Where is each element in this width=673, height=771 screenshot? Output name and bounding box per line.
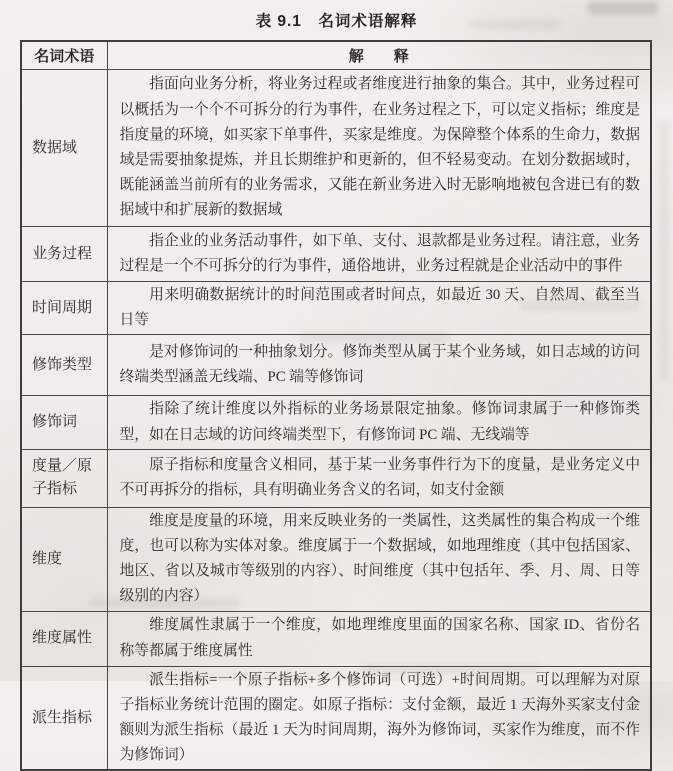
explanation-cell: 维度属性隶属于一个维度，如地理维度里面的国家名称、国家 ID、省份名称等都属于维度属性 (107, 611, 651, 666)
term-cell: 度量／原子指标 (21, 449, 107, 507)
term-cell: 时间周期 (21, 282, 107, 335)
explanation-cell: 用来明确数据统计的时间范围或者时间点，如最近 30 天、自然周、截至当日等 (107, 282, 651, 335)
column-header-term: 名词术语 (21, 41, 107, 70)
table-row-dimension-attribute (21, 611, 651, 666)
explanation-cell: 指面向业务分析，将业务过程或者维度进行抽象的集合。其中，业务过程可以概括为一个个不可拆分的行为事件，在业务过程之下，可以定义指标；维度是指度量的环境，如买家下单事件，买家是维度。为保障整个体系的生命力，数据域是需要抽象提炼，并且长期维护和更新的，但不轻易变动。在划分数据域时，既能涵盖当前所有的业务需求，又能在新业务进入时无影响地被包含进已有的数据域中和扩展新的数据域 (107, 70, 651, 227)
table-row-business-process (21, 227, 651, 282)
table-row-data-domain (21, 70, 651, 227)
term-cell: 修饰类型 (21, 335, 107, 396)
term-cell: 修饰词 (21, 396, 107, 449)
table-row-dimension (21, 507, 651, 611)
term-cell: 业务过程 (21, 227, 107, 282)
table-row-time-period (21, 282, 651, 335)
term-cell: 派生指标 (21, 666, 107, 770)
table-caption: 表 9.1 名词术语解释 (255, 13, 418, 30)
term-cell: 数据域 (21, 70, 107, 227)
explanation-cell: 是对修饰词的一种抽象划分。修饰类型从属于某个业务域，如日志域的访问终端类型涵盖无线端、PC 端等修饰词 (107, 335, 651, 396)
table-row-measure-atomic-indicator (21, 449, 651, 507)
table-row-modifier-type (21, 335, 651, 396)
table-row-modifier (21, 396, 651, 449)
explanation-cell: 派生指标=一个原子指标+多个修饰词（可选）+时间周期。可以理解为对原子指标业务统计范围的圈定。如原子指标：支付金额，最近 1 天海外买家支付金额则为派生指标（最近 1 天为时间周期，海外为修饰词，买家作为维度，而不作为修饰词） (107, 666, 651, 770)
explanation-cell: 指企业的业务活动事件，如下单、支付、退款都是业务过程。请注意，业务过程是一个不可拆分的行为事件，通俗地讲，业务过程就是企业活动中的事件 (107, 227, 651, 282)
explanation-cell: 指除了统计维度以外指标的业务场景限定抽象。修饰词隶属于一种修饰类型，如在日志域的访问终端类型下，有修饰词 PC 端、无线端等 (107, 396, 651, 449)
term-cell: 维度 (21, 507, 107, 611)
explanation-cell: 维度是度量的环境，用来反映业务的一类属性，这类属性的集合构成一个维度，也可以称为实体对象。维度属于一个数据域，如地理维度（其中包括国家、地区、省以及城市等级别的内容）、时间维度（其中包括年、季、月、周、日等级别的内容） (107, 507, 651, 611)
table-row-derived-indicator (21, 666, 651, 770)
column-header-explanation: 解 释 (107, 41, 651, 70)
explanation-cell: 原子指标和度量含义相同，基于某一业务事件行为下的度量，是业务定义中不可再拆分的指标，具有明确业务含义的名词，如支付金额 (107, 449, 651, 507)
glossary-table (20, 40, 652, 771)
term-cell: 维度属性 (21, 611, 107, 666)
scan-artifact (659, 120, 669, 380)
header-row (21, 41, 651, 70)
